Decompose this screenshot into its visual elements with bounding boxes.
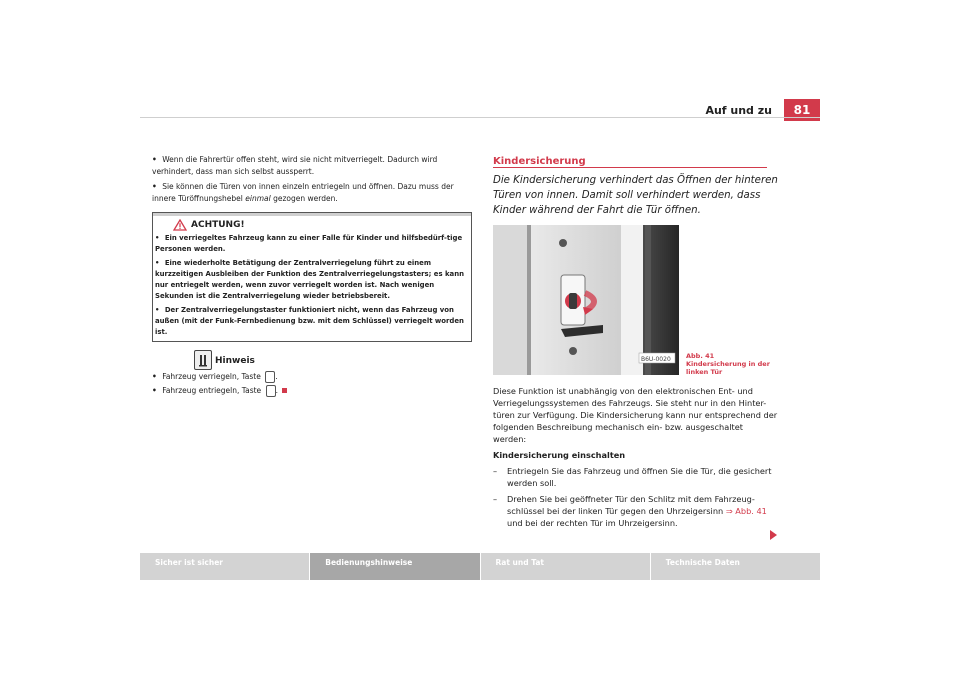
note-title: Hinweis <box>215 356 255 366</box>
unlock-key-icon <box>266 385 276 397</box>
dash-icon: – <box>493 466 498 476</box>
footer-tab-technische-daten[interactable]: Technische Daten <box>651 553 820 580</box>
warning-item <box>155 258 465 302</box>
section-title: Kindersicherung <box>493 156 586 167</box>
footer-tab-bedienungshinweise[interactable]: Bedienungshinweise <box>310 553 479 580</box>
bullet-icon: • <box>152 386 157 395</box>
step-content <box>507 493 778 529</box>
figure-caption: Abb. 41 Kindersicherung in der linken Tür <box>686 352 770 376</box>
bullet-icon: • <box>152 182 157 191</box>
body-paragraph: Diese Funktion ist unabhängig von den elektronischen Ent- und Verriegelungssystemen des Fahrzeugs. Sie steht nur in den Hinter-türen zur Verfügung. Die Kindersicherung kann nur entsprechend der folgenden Beschreibung mechanisch ein- bzw. ausgeschaltet werden: <box>493 386 778 444</box>
footer-nav <box>140 553 820 580</box>
note-item: • Fahrzeug entriegeln, Taste . <box>152 384 472 398</box>
dash-icon: – <box>493 494 498 504</box>
warning-text: Ein verriegeltes Fahrzeug kann zu einer Falle für Kinder und hilfsbedürf-tige Personen werden. <box>155 234 463 253</box>
section-intro: Die Kindersicherung verhindert das Öffnen der hinteren Türen von innen. Damit soll verhindert werden, dass Kinder während der Fahrt die Tür öffnen. <box>493 175 778 216</box>
bullet-icon: • <box>155 306 160 314</box>
bullet-item <box>152 181 472 205</box>
warning-box <box>152 212 472 342</box>
right-body <box>493 385 778 533</box>
warning-text: Der Zentralverriegelungstaster funktioniert nicht, wenn das Fahrzeug von außen (mit der Funk-Fernbedienung bzw. mit dem Schlüssel) verriegelt worden ist. <box>155 306 464 336</box>
bullet-emphasis: einmal <box>245 194 271 203</box>
step-item <box>493 493 778 529</box>
warning-title: ACHTUNG! <box>191 220 245 230</box>
door-lock-figure <box>493 225 679 375</box>
bullet-icon: • <box>155 234 160 242</box>
note-text: Fahrzeug verriegeln, Taste <box>162 372 261 381</box>
left-column <box>152 154 472 208</box>
lock-key-icon <box>265 371 275 383</box>
warning-text: Eine wiederholte Betätigung der Zentralverriegelung führt zu einem kurzzeitigen Ausbleiben der Funktion des Zentralverriegelungstasters; es kann nur entriegelt werden, wenn zuvor verriegelt worden ist. Nach wenigen Sekunden ist die Zentralverriegelung wieder betriebsbereit. <box>155 259 465 300</box>
header-divider <box>140 117 820 118</box>
bullet-icon: • <box>155 259 160 267</box>
bullet-icon: • <box>152 372 157 381</box>
section-end-icon <box>282 388 287 393</box>
figure-reference-link[interactable]: ⇒ Abb. 41 <box>725 506 767 516</box>
next-page-arrow-icon[interactable] <box>770 530 777 540</box>
bullet-item <box>152 154 472 178</box>
warning-item <box>155 233 465 255</box>
note-icon <box>194 350 212 370</box>
note-item: • Fahrzeug verriegeln, Taste . <box>152 372 278 381</box>
section-divider <box>493 167 767 168</box>
page-header-title: Auf und zu <box>705 104 772 117</box>
warning-triangle-icon <box>173 219 187 231</box>
figure-code: B6U-0020 <box>641 356 671 363</box>
step-item <box>493 465 778 489</box>
page-number: 81 <box>784 99 820 121</box>
bullet-text: Wenn die Fahrertür offen steht, wird sie nicht mitverriegelt. Dadurch wird verhindert, dass man sich selbst aussperrt. <box>152 155 438 176</box>
footer-tab-sicher-ist-sicher[interactable]: Sicher ist sicher <box>140 553 309 580</box>
warning-item <box>155 305 465 338</box>
step-text: Drehen Sie bei geöffneter Tür den Schlitz mit dem Fahrzeug-schlüssel bei der linken Tür gegen den Uhrzeigersinn <box>507 494 755 516</box>
child-lock-illustration <box>493 225 679 375</box>
footer-tab-rat-und-tat[interactable]: Rat und Tat <box>481 553 650 580</box>
step-text: Entriegeln Sie das Fahrzeug und öffnen Sie die Tür, die gesichert werden soll. <box>507 466 772 488</box>
step-text: und bei der rechten Tür im Uhrzeigersinn. <box>507 518 678 528</box>
bullet-text: Sie können die Türen von innen einzeln entriegeln und öffnen. Dazu muss der innere Türöffnungshebel <box>152 182 454 203</box>
bullet-icon: • <box>152 155 157 164</box>
note-list <box>152 370 472 398</box>
bullet-text: gezogen werden. <box>273 194 338 203</box>
subheading: Kindersicherung einschalten <box>493 450 626 460</box>
warning-heading <box>153 216 471 233</box>
warning-body <box>153 233 471 338</box>
note-text: Fahrzeug entriegeln, Taste <box>162 386 262 395</box>
